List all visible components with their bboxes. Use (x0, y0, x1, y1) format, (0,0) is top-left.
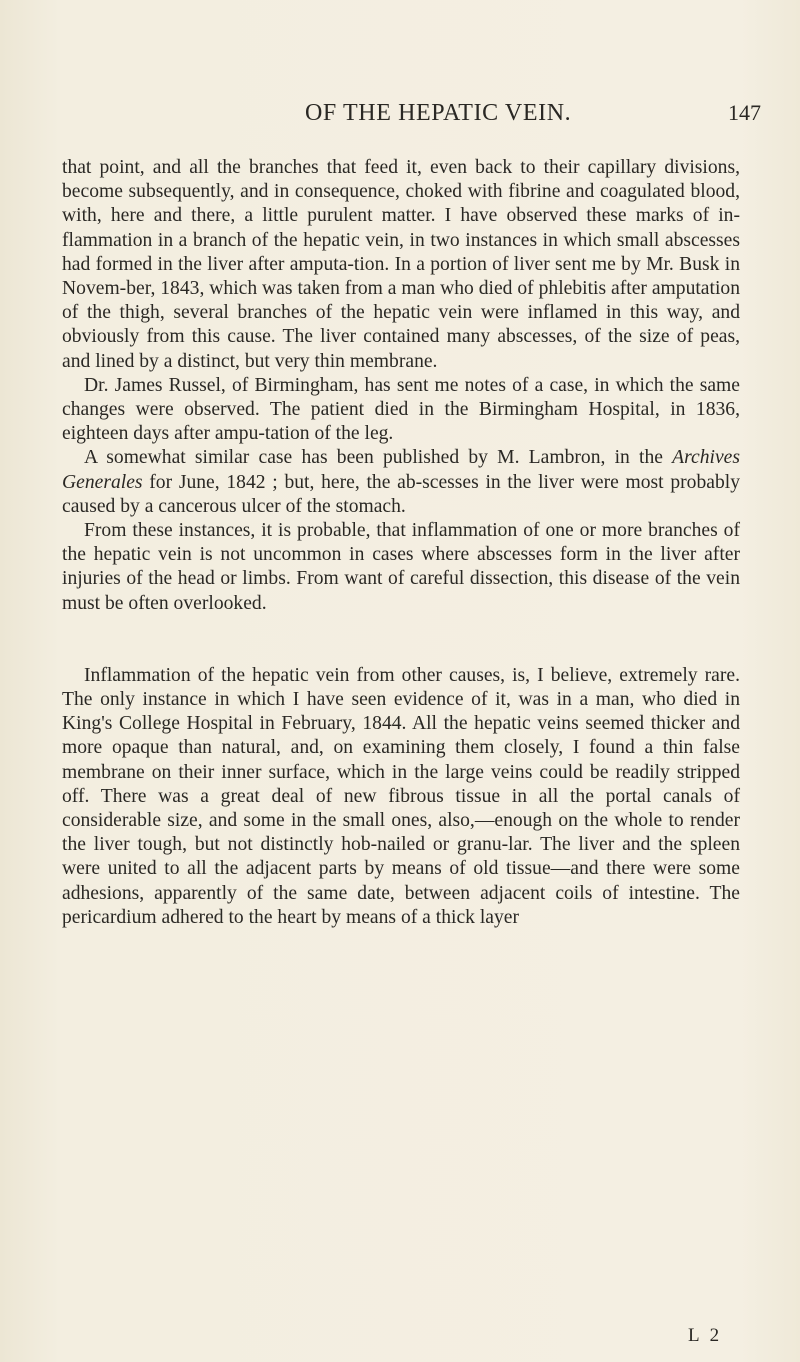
paragraph-lambron-text-before: A somewhat similar case has been published by M. Lambron, in the (84, 447, 673, 469)
paragraph-other-causes: Inflammation of the hepatic vein from other causes, is, I believe, extremely rare. The only instance in which I have seen evidence of it, was in a man, who died in King's College Hospital in February, 1844. All the hepatic veins seemed thicker and more opaque than natural, and, on examining them closely, I found a thin false membrane on their inner surface, which in the large veins could be readily stripped off. There was a great deal of new fibrous tissue in all the portal canals of considerable size, and some in the small ones, also,—enough on the whole to render the liver tough, but not distinctly hob-nailed or granu-lar. The liver and the spleen were united to all the adjacent parts by means of old tissue—and there were some adhesions, apparently of the same date, between adjacent coils of intestine. The pericardium adhered to the heart by means of a thick layer (62, 664, 740, 928)
paragraph-continued: that point, and all the branches that feed it, even back to their capillary divisions, become subsequently, and in consequence, choked with fibrine and coagulated blood, with, here and there, a little purulent matter. I have observed these marks of in-flammation in a branch of the hepatic vein, in two instances in which small abscesses had formed in the liver after amputa-tion. In a portion of liver sent me by Mr. Busk in Novem-ber, 1843, which was taken from a man who died of phlebitis after amputation of the thigh, several branches of the hepatic vein were inflamed in this way, and obviously from this cause. The liver contained many abscesses, of the size of peas, and lined by a distinct, but very thin membrane. (62, 157, 740, 372)
paragraph-lambron-text-after: for June, 1842 ; but, here, the ab-scesses in the liver were most probably caused by a cancerous ulcer of the stomach. (62, 471, 740, 517)
section-gap (62, 616, 740, 664)
signature-mark: L 2 (688, 1325, 723, 1346)
paragraph-instances-conclusion: From these instances, it is probable, that inflammation of one or more branches of the hepatic vein is not uncommon in cases where abscesses form in the liver after injuries of the head or limbs. From want of careful dissection, this disease of the vein must be often overlooked. (62, 520, 740, 614)
body-text (62, 156, 740, 930)
page-number: 147 (728, 100, 761, 125)
running-head-title: OF THE HEPATIC VEIN. (305, 100, 572, 126)
paragraph-lambron-case (62, 446, 740, 519)
journal-title-italic: Archives Generales (62, 447, 740, 493)
running-head (0, 100, 800, 140)
paragraph-russel-case: Dr. James Russel, of Birmingham, has sent me notes of a case, in which the same changes were observed. The patient died in the Birmingham Hospital, in 1836, eighteen days after ampu-tation of the leg. (62, 374, 740, 445)
